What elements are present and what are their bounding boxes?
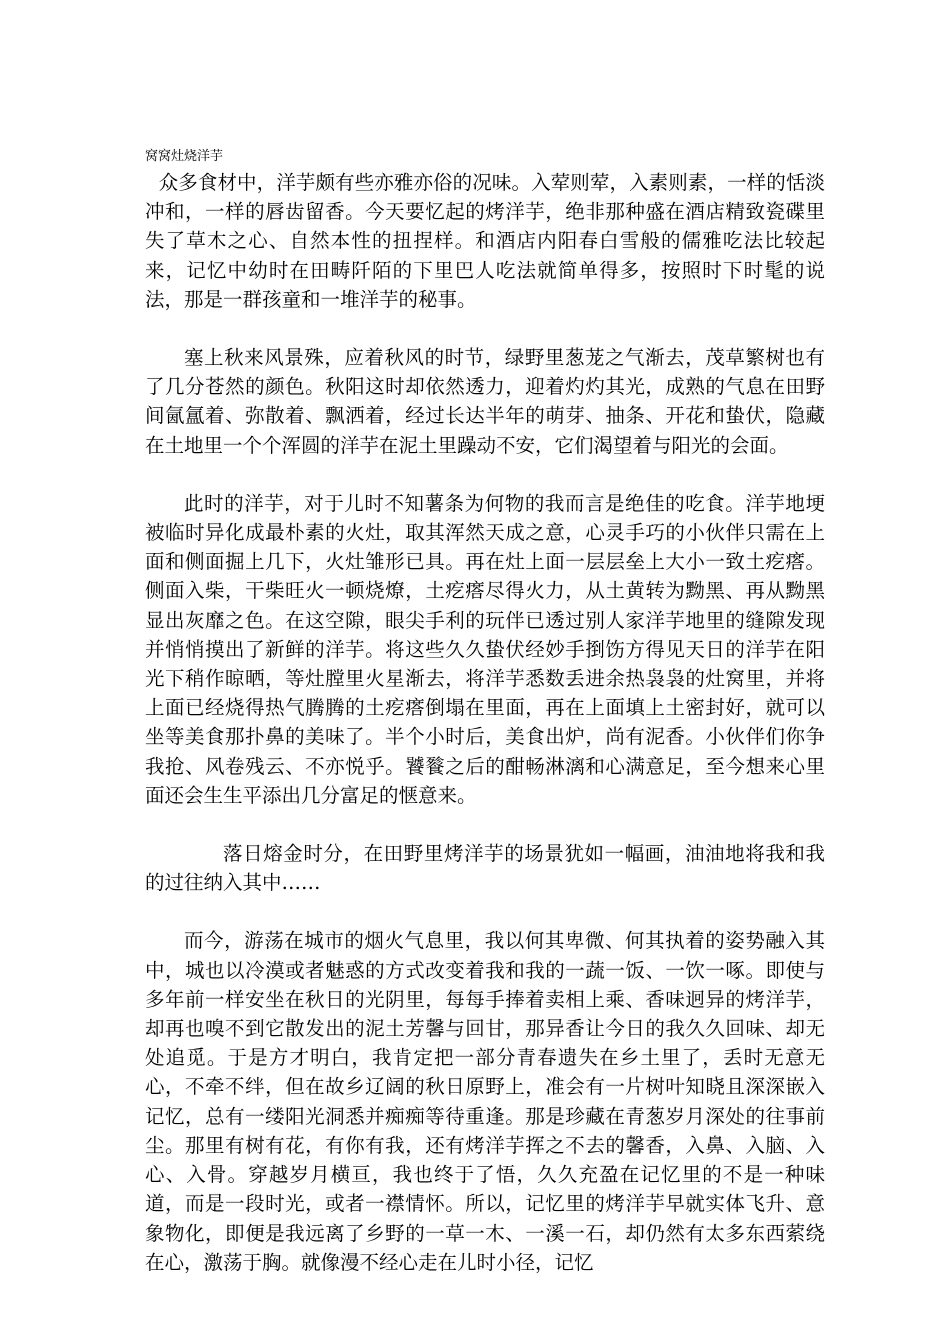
paragraph-gap <box>145 314 825 343</box>
paragraph-5: 而今，游荡在城市的烟火气息里，我以何其卑微、何其执着的姿势融入其中，城也以冷漠或者魅惑的方式改变着我和我的一蔬一饭、一饮一啄。即使与多年前一样安坐在秋日的光阴里，每每手捧着卖相上乘、香味迥异的烤洋芋，却再也嗅不到它散发出的泥土芳馨与回甘，那异香让今日的我久久回味、却无处追觅。于是方才明白，我肯定把一部分青春遗失在乡土里了，丢时无意无心，不牵不绊，但在故乡辽阔的秋日原野上，准会有一片树叶知晓且深深嵌入记忆，总有一缕阳光洞悉并痴痴等待重逢。那是珍藏在青葱岁月深处的往事前尘。那里有树有花，有你有我，还有烤洋芋挥之不去的馨香，入鼻、入脑、入心、入骨。穿越岁月横亘，我也终于了悟，久久充盈在记忆里的不是一种味道，而是一段时光，或者一襟情怀。所以，记忆里的烤洋芋早就实体飞升、意象物化，即便是我远离了乡野的一草一木、一溪一石，却仍然有太多东西萦绕在心，激荡于胸。就像漫不经心走在儿时小径，记忆 <box>145 929 825 1274</box>
paragraph-gap <box>145 897 825 926</box>
paragraph-4: 落日熔金时分，在田野里烤洋芋的场景犹如一幅画，油油地将我和我的过往纳入其中…… <box>145 842 825 895</box>
paragraph-1: 众多食材中，洋芋颇有些亦雅亦俗的况味。入荤则荤，入素则素，一样的恬淡冲和，一样的唇齿留香。今天要忆起的烤洋芋，绝非那种盛在酒店精致瓷碟里失了草木之心、自然本性的扭捏样。和酒店内阳春白雪般的儒雅吃法比较起来，记忆中幼时在田畴阡陌的下里巴人吃法就简单得多，按照时下时髦的说法，那是一群孩童和一堆洋芋的秘事。 <box>145 171 825 311</box>
document-title: 窝窝灶烧洋芋 <box>145 149 224 164</box>
paragraph-gap <box>145 810 825 839</box>
paragraph-3: 此时的洋芋，对于儿时不知薯条为何物的我而言是绝佳的吃食。洋芋地埂被临时异化成最朴素的火灶，取其浑然天成之意，心灵手巧的小伙伴只需在上面和侧面掘上几下，火灶雏形已具。再在灶上面一层层垒上大小一致土疙瘩。侧面入柴，干柴旺火一顿烧燎，土疙瘩尽得火力，从土黄转为黝黑、再从黝黑显出灰靡之色。在这空隙，眼尖手利的玩伴已透过别人家洋芋地里的缝隙发现并悄悄摸出了新鲜的洋芋。将这些久久蛰伏经妙手捯饬方得见天日的洋芋在阳光下稍作晾晒，等灶膛里火星渐去，将洋芋悉数丢进余热袅袅的灶窝里，并将上面已经烧得热气腾腾的土疙瘩倒塌在里面，再在上面填上土密封好，就可以坐等美食那扑鼻的美味了。半个小时后，美食出炉，尚有泥香。小伙伴们你争我抢、风卷残云、不亦悦乎。饕餮之后的酣畅淋漓和心满意足，至今想来心里面还会生生平添出几分富足的惬意来。 <box>145 491 825 807</box>
paragraph-2: 塞上秋来风景殊，应着秋风的时节，绿野里葱茏之气渐去，茂草繁树也有了几分苍然的颜色。秋阳这时却依然透力，迎着灼灼其光，成熟的气息在田野间氤氲着、弥散着、飘洒着，经过长达半年的萌芽、抽条、开花和蛰伏，隐藏在土地里一个个浑圆的洋芋在泥土里躁动不安，它们渴望着与阳光的会面。 <box>145 346 825 457</box>
document-page <box>145 148 825 1277</box>
paragraph-gap <box>145 460 825 489</box>
